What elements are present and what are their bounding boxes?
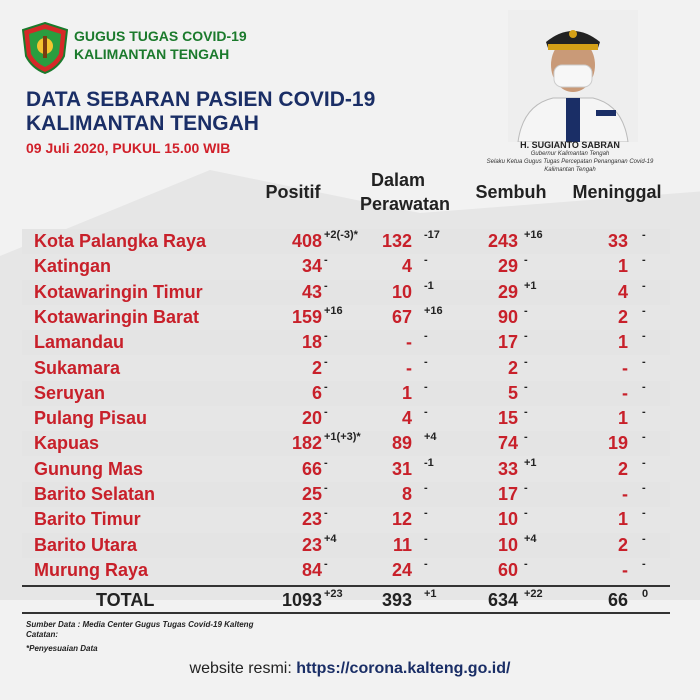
meninggal-delta: -	[642, 557, 646, 570]
positif-value: 66	[301, 458, 322, 479]
table-row	[22, 305, 670, 330]
positif-delta: -	[324, 557, 328, 570]
meninggal-value: 1	[617, 256, 628, 277]
total-sembuh: 634	[487, 590, 518, 610]
total-row	[22, 588, 670, 613]
meninggal-delta: -	[642, 330, 646, 343]
col-header-positif: Positif	[265, 182, 321, 202]
sembuh-value: 5	[507, 382, 518, 403]
perawatan-delta: +4	[424, 431, 437, 444]
perawatan-delta: -	[424, 330, 428, 343]
perawatan-delta: -	[424, 507, 428, 520]
positif-value: 23	[301, 509, 322, 530]
sembuh-value: 60	[497, 559, 518, 580]
meninggal-delta: -	[642, 507, 646, 520]
header	[22, 22, 422, 82]
perawatan-delta: -	[424, 532, 428, 545]
regency-name: Kotawaringin Barat	[34, 306, 200, 327]
sembuh-delta: -	[524, 254, 528, 267]
governor-title-line1: Gubernur Kalimantan Tengah	[530, 151, 610, 157]
org-name-line2: KALIMANTAN TENGAH	[74, 46, 230, 62]
page-title-line2: KALIMANTAN TENGAH	[26, 112, 259, 135]
sembuh-value: 243	[487, 231, 518, 251]
meninggal-delta: -	[642, 532, 646, 545]
meninggal-delta: -	[642, 254, 646, 267]
col-header-meninggal: Meninggal	[572, 182, 662, 202]
sembuh-delta: +4	[524, 532, 537, 545]
total-label: TOTAL	[96, 590, 155, 610]
meninggal-value: 2	[617, 306, 628, 327]
perawatan-delta: -	[424, 380, 428, 393]
sembuh-delta: -	[524, 482, 528, 494]
sembuh-value: 33	[497, 458, 518, 479]
governor-title-line2: Selaku Ketua Gugus Tugas Percepatan Penanganan Covid-19	[486, 159, 654, 165]
meninggal-value: 2	[617, 458, 628, 479]
source-note: Sumber Data : Media Center Gugus Tugas Covid-19 Kalteng	[26, 620, 254, 629]
meninggal-value: 33	[607, 231, 628, 251]
sembuh-value: 90	[497, 306, 518, 327]
total-perawatan: 393	[381, 590, 412, 610]
sembuh-value: 10	[497, 509, 518, 530]
positif-value: 182	[291, 433, 322, 454]
sembuh-delta: -	[524, 330, 528, 343]
col-header-dalam: Dalam	[370, 170, 426, 190]
governor-name: H. SUGIANTO SABRAN	[520, 140, 620, 150]
sembuh-delta: -	[524, 380, 528, 393]
perawatan-value: -	[406, 357, 412, 378]
report-date: 09 Juli 2020, PUKUL 15.00 WIB	[26, 140, 231, 156]
positif-delta: -	[324, 330, 328, 343]
regency-name: Barito Utara	[34, 534, 138, 555]
perawatan-delta: +16	[424, 304, 443, 317]
total-sembuh-delta: +22	[524, 588, 543, 600]
perawatan-delta: -1	[424, 279, 434, 292]
regency-name: Kapuas	[34, 433, 100, 454]
website-label: website resmi:	[189, 660, 292, 677]
website-link[interactable]: https://corona.kalteng.go.id/	[296, 660, 511, 677]
table-row	[22, 254, 670, 279]
perawatan-value: 1	[401, 382, 412, 403]
total-positif: 1093	[281, 590, 322, 610]
table-row	[22, 356, 670, 381]
page-title-line1: DATA SEBARAN PASIEN COVID-19	[26, 88, 376, 111]
perawatan-delta: -	[424, 557, 428, 570]
perawatan-value: 4	[401, 408, 412, 429]
perawatan-value: 4	[401, 256, 412, 277]
sembuh-delta: -	[524, 507, 528, 520]
meninggal-value: -	[622, 484, 628, 504]
table-row	[22, 558, 670, 583]
perawatan-value: 89	[391, 433, 412, 454]
regency-name: Kotawaringin Timur	[34, 281, 203, 302]
meninggal-delta: -	[642, 229, 646, 241]
perawatan-value: 8	[401, 484, 412, 504]
positif-delta: +16	[324, 304, 343, 317]
meninggal-value: -	[622, 382, 628, 403]
sembuh-value: 17	[497, 484, 518, 504]
meninggal-delta: -	[642, 482, 646, 494]
total-positif-delta: +23	[324, 588, 343, 600]
regency-name: Kota Palangka Raya	[34, 231, 207, 251]
perawatan-delta: -	[424, 254, 428, 267]
regency-name: Katingan	[34, 256, 112, 277]
positif-delta: -	[324, 279, 328, 292]
table-row	[22, 381, 670, 406]
positif-value: 159	[291, 306, 322, 327]
kalteng-logo-icon	[22, 22, 68, 74]
positif-value: 84	[301, 559, 322, 580]
sembuh-delta: -	[524, 355, 528, 368]
regency-name: Lamandau	[34, 332, 125, 353]
positif-delta: -	[324, 507, 328, 520]
perawatan-delta: -17	[424, 229, 440, 241]
catatan-label: Catatan:	[26, 630, 59, 639]
sembuh-value: 15	[497, 408, 518, 429]
positif-value: 6	[311, 382, 322, 403]
meninggal-value: 2	[617, 534, 628, 555]
meninggal-value: -	[622, 559, 628, 580]
positif-value: 43	[301, 281, 322, 302]
total-meninggal: 66	[607, 590, 628, 610]
meninggal-delta: -	[642, 456, 646, 469]
table-row	[22, 229, 670, 254]
regency-name: Gunung Mas	[34, 458, 143, 479]
positif-delta: +1(+3)*	[324, 431, 361, 444]
positif-value: 408	[291, 231, 322, 251]
meninggal-value: 19	[607, 433, 628, 454]
table-row	[22, 533, 670, 558]
website-line	[0, 660, 700, 678]
sembuh-delta: +1	[524, 456, 537, 469]
perawatan-value: 132	[381, 231, 412, 251]
sembuh-value: 74	[497, 433, 518, 454]
regency-name: Barito Timur	[34, 509, 141, 530]
perawatan-value: 67	[391, 306, 412, 327]
table-row	[22, 507, 670, 532]
meninggal-delta: -	[642, 431, 646, 444]
table-row	[22, 330, 670, 355]
positif-delta: -	[324, 380, 328, 393]
regency-name: Seruyan	[34, 382, 106, 403]
positif-value: 34	[301, 256, 322, 277]
positif-value: 18	[301, 332, 322, 353]
perawatan-delta: -	[424, 406, 428, 419]
positif-value: 20	[301, 408, 322, 429]
perawatan-value: 10	[391, 281, 412, 302]
perawatan-value: 12	[391, 509, 412, 530]
perawatan-delta: -1	[424, 456, 434, 469]
positif-delta: -	[324, 456, 328, 469]
positif-value: 25	[301, 484, 322, 504]
meninggal-value: -	[622, 357, 628, 378]
sembuh-value: 17	[497, 332, 518, 353]
governor-title-line3: Kalimantan Tengah	[544, 167, 596, 173]
adjustment-note: *Penyesuaian Data	[26, 644, 98, 653]
positif-value: 2	[311, 357, 322, 378]
regency-name: Pulang Pisau	[34, 408, 148, 429]
governor-caption	[470, 140, 670, 174]
perawatan-value: -	[406, 332, 412, 353]
regency-name: Sukamara	[34, 357, 121, 378]
meninggal-delta: -	[642, 380, 646, 393]
total-bottom-line	[22, 612, 670, 614]
positif-delta: +4	[324, 532, 337, 545]
regency-name: Barito Selatan	[34, 484, 156, 504]
sembuh-delta: +16	[524, 229, 543, 241]
positif-delta: -	[324, 254, 328, 267]
meninggal-delta: -	[642, 355, 646, 368]
meninggal-value: 1	[617, 332, 628, 353]
meninggal-value: 1	[617, 408, 628, 429]
org-name-line1: GUGUS TUGAS COVID-19	[74, 28, 247, 44]
positif-delta: +2(-3)*	[324, 229, 358, 241]
sembuh-delta: -	[524, 406, 528, 419]
perawatan-delta: -	[424, 355, 428, 368]
positif-delta: -	[324, 406, 328, 419]
sembuh-value: 10	[497, 534, 518, 555]
perawatan-delta: -	[424, 482, 428, 494]
perawatan-value: 11	[392, 534, 412, 555]
positif-value: 23	[301, 534, 322, 555]
meninggal-delta: -	[642, 406, 646, 419]
meninggal-value: 1	[617, 509, 628, 530]
sembuh-value: 29	[497, 281, 518, 302]
meninggal-delta: -	[642, 304, 646, 317]
total-divider	[22, 585, 670, 587]
sembuh-delta: -	[524, 431, 528, 444]
sembuh-delta: -	[524, 304, 528, 317]
meninggal-value: 4	[617, 281, 628, 302]
sembuh-delta: -	[524, 557, 528, 570]
meninggal-delta: -	[642, 279, 646, 292]
table-row	[22, 457, 670, 482]
table-row	[22, 280, 670, 305]
governor-photo	[508, 10, 638, 142]
sembuh-delta: +1	[524, 279, 537, 292]
positif-delta: -	[324, 355, 328, 368]
col-header-sembuh: Sembuh	[475, 182, 547, 202]
table-row	[22, 431, 670, 456]
positif-delta: -	[324, 482, 328, 494]
table-row	[22, 406, 670, 431]
sembuh-value: 2	[507, 357, 518, 378]
sembuh-value: 29	[497, 256, 518, 277]
total-perawatan-delta: +1	[424, 588, 437, 600]
regency-name: Murung Raya	[34, 559, 149, 580]
perawatan-value: 31	[391, 458, 412, 479]
table-row	[22, 482, 670, 507]
col-header-perawatan: Perawatan	[359, 194, 451, 214]
total-meninggal-delta: 0	[642, 588, 649, 600]
perawatan-value: 24	[391, 559, 412, 580]
